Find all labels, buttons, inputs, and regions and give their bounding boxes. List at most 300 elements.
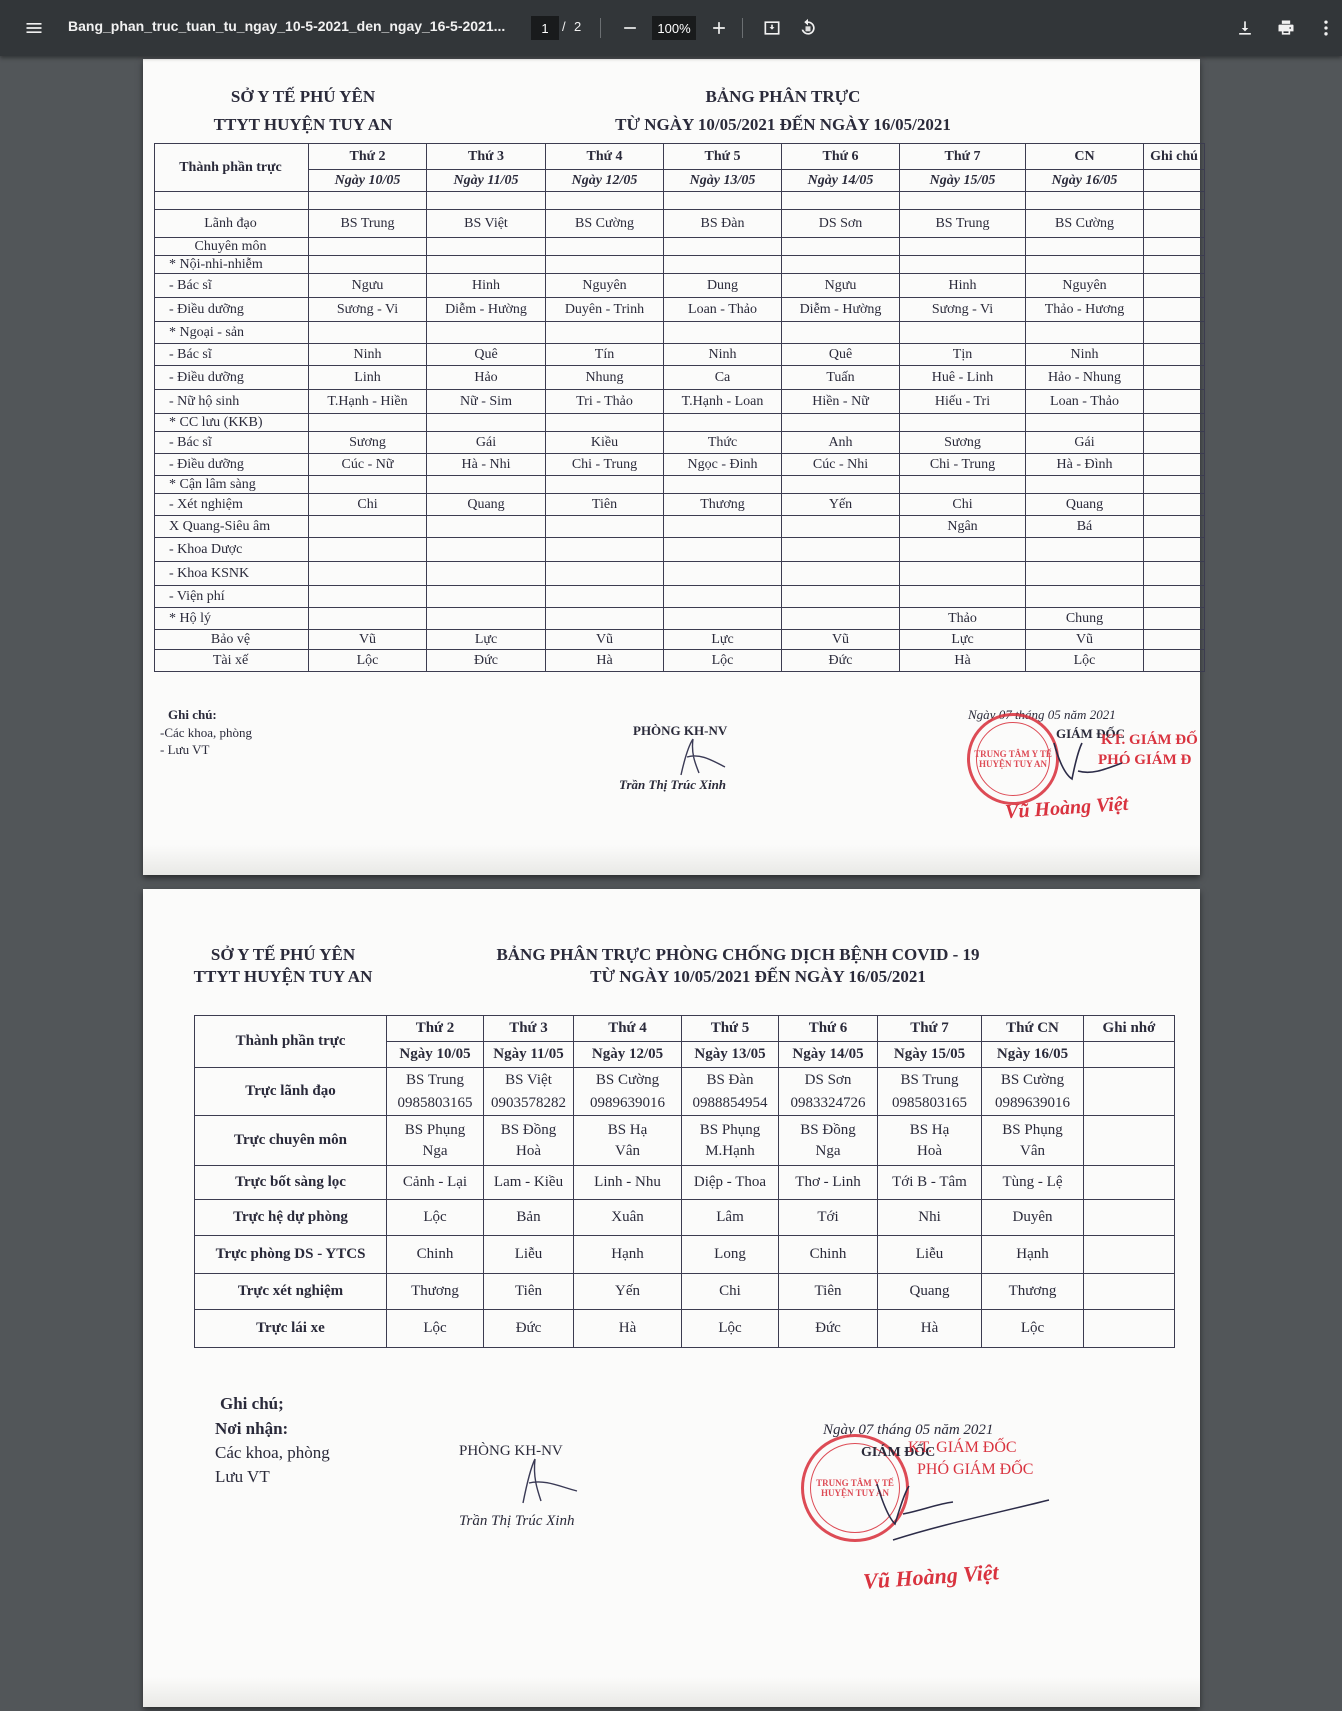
table-cell <box>900 322 1026 344</box>
note-cell <box>1144 390 1205 414</box>
page-number-input[interactable]: 1 <box>531 16 559 40</box>
table-cell <box>782 538 900 562</box>
receiver-line-2: Lưu VT <box>215 1467 270 1486</box>
table-cell: Huê - Linh <box>900 366 1026 390</box>
table-cell: Đức <box>779 1310 878 1348</box>
date-header: Ngày 14/05 <box>779 1042 878 1068</box>
row-label: - Khoa KSNK <box>155 562 309 586</box>
table-cell <box>427 538 546 562</box>
table-cell: Hạnh <box>982 1236 1084 1274</box>
kt-director-line: KT. GIÁM ĐỐC <box>908 1439 1017 1456</box>
table-cell: Tri - Thảo <box>546 390 664 414</box>
table-cell <box>900 538 1026 562</box>
note-cell <box>1084 1200 1175 1236</box>
doctor-name: BS Đồng <box>500 1121 557 1138</box>
pro-cell <box>387 1116 484 1166</box>
org-line-2: TTYT HUYỆN TUY AN <box>213 115 393 134</box>
row-label: X Quang-Siêu âm <box>155 516 309 538</box>
notes-title: Ghi chú: <box>168 707 217 722</box>
table-cell: Tới <box>779 1200 878 1236</box>
table-row <box>195 1200 1175 1236</box>
menu-icon[interactable] <box>16 10 52 46</box>
day-header: Thứ 3 <box>484 1016 574 1042</box>
table-cell: Liễu <box>878 1236 982 1274</box>
table-cell <box>546 538 664 562</box>
pro-cell <box>682 1116 779 1166</box>
leader-cell <box>878 1068 982 1116</box>
table-cell: T.Hạnh - Hiền <box>309 390 427 414</box>
table-row <box>155 650 1205 672</box>
table-cell <box>664 586 782 608</box>
day-header: Thứ 5 <box>664 144 782 170</box>
note-cell <box>1144 344 1205 366</box>
date-header: Ngày 13/05 <box>664 170 782 192</box>
table-row <box>155 366 1205 390</box>
table-cell: T.Hạnh - Loan <box>664 390 782 414</box>
partner-name: Vân <box>615 1142 640 1159</box>
row-label: - Điều dưỡng <box>155 454 309 476</box>
table-cell: Lực <box>900 630 1026 650</box>
day-header: Thứ 2 <box>309 144 427 170</box>
table-row <box>155 630 1205 650</box>
table-cell: Quê <box>427 344 546 366</box>
table-cell: Thảo - Hương <box>1026 298 1144 322</box>
table-cell <box>309 238 427 256</box>
table-cell <box>664 516 782 538</box>
table-row <box>155 608 1205 630</box>
note-cell <box>1144 274 1205 298</box>
table-cell <box>546 562 664 586</box>
row-label: - Bác sĩ <box>155 432 309 454</box>
toolbar-divider <box>742 18 743 38</box>
table-cell: Loan - Thảo <box>664 298 782 322</box>
table-cell <box>546 238 664 256</box>
table-cell: Lam - Kiều <box>484 1166 574 1200</box>
table-row <box>195 1274 1175 1310</box>
dept-signature <box>673 737 733 777</box>
pro-cell <box>878 1116 982 1166</box>
note-cell <box>1084 1068 1175 1116</box>
pro-cell <box>574 1116 682 1166</box>
note-cell <box>1144 650 1205 672</box>
note-column-header: Ghi nhớ <box>1084 1016 1175 1042</box>
table-cell: Duyên - Trinh <box>546 298 664 322</box>
dept-title: PHÒNG KH-NV <box>633 723 728 738</box>
table-cell: Ninh <box>309 344 427 366</box>
note-cell <box>1084 1236 1175 1274</box>
table-cell <box>309 562 427 586</box>
duty-schedule-table <box>154 143 1205 672</box>
note-cell <box>1144 586 1205 608</box>
table-cell <box>427 586 546 608</box>
date-header: Ngày 15/05 <box>900 170 1026 192</box>
table-row <box>155 298 1205 322</box>
partner-name: Hoà <box>516 1142 541 1159</box>
row-label: * CC lưu (KKB) <box>155 414 309 432</box>
table-cell: Tuấn <box>782 366 900 390</box>
table-cell: Chi - Trung <box>900 454 1026 476</box>
director-signer: Vũ Hoàng Việt <box>862 1559 1000 1594</box>
table-cell <box>309 538 427 562</box>
document-title: Bang_phan_truc_tuan_tu_ngay_10-5-2021_den_ngay_16-5-2021... <box>68 18 506 34</box>
date-header: Ngày 14/05 <box>782 170 900 192</box>
page-total: 2 <box>574 19 582 34</box>
pdf-page-2 <box>143 889 1200 1707</box>
table-cell: Gái <box>1026 432 1144 454</box>
zoom-input[interactable]: 100% <box>652 16 696 40</box>
dept-signer: Trần Thị Trúc Xinh <box>619 777 727 792</box>
table-cell: Thương <box>982 1274 1084 1310</box>
corner-header: Thành phần trực <box>195 1016 387 1068</box>
row-label: Trực hệ dự phòng <box>195 1200 387 1236</box>
table-cell <box>427 562 546 586</box>
doctor-name: BS Hạ <box>909 1121 950 1138</box>
document-title-line-2: TỪ NGÀY 10/05/2021 ĐẾN NGÀY 16/05/2021 <box>590 967 926 986</box>
table-cell: Kiều <box>546 432 664 454</box>
header-row <box>195 1016 1175 1042</box>
table-cell <box>664 238 782 256</box>
note-cell <box>1144 516 1205 538</box>
leader-name: BS Đàn <box>706 1071 754 1088</box>
document-title-line-2: TỪ NGÀY 10/05/2021 ĐẾN NGÀY 16/05/2021 <box>615 115 951 134</box>
table-cell: Ngưu <box>782 274 900 298</box>
empty-cell <box>900 192 1026 210</box>
table-row <box>155 586 1205 608</box>
table-cell: Nhung <box>546 366 664 390</box>
table-cell: Thương <box>664 494 782 516</box>
table-cell: Hà <box>546 650 664 672</box>
day-header: Thứ 5 <box>682 1016 779 1042</box>
table-cell <box>782 256 900 274</box>
note-cell <box>1144 476 1205 494</box>
rotate-icon[interactable] <box>790 10 826 46</box>
zoom-in-icon[interactable] <box>701 10 737 46</box>
sign-date: Ngày 07 tháng 05 năm 2021 <box>823 1422 994 1438</box>
header-row <box>155 144 1205 170</box>
leader-cell <box>484 1068 574 1116</box>
day-header: Thứ 3 <box>427 144 546 170</box>
table-cell: Sương - Vi <box>900 298 1026 322</box>
table-cell: Quang <box>878 1274 982 1310</box>
leader-name: BS Cường <box>1000 1071 1065 1088</box>
table-cell: Sương <box>309 432 427 454</box>
table-cell: Chi - Trung <box>546 454 664 476</box>
table-cell: Vũ <box>1026 630 1144 650</box>
note-cell <box>1084 1042 1175 1068</box>
row-label: - Điều dưỡng <box>155 298 309 322</box>
director-signature <box>873 1474 1053 1544</box>
note-cell <box>1144 366 1205 390</box>
stamp-text: TRUNG TÂM Y TẾ HUYỆN TUY AN <box>816 1477 894 1498</box>
table-cell: Ngọc - Đinh <box>664 454 782 476</box>
table-cell: Nguyên <box>1026 274 1144 298</box>
table-cell: Hảo <box>427 366 546 390</box>
table-cell <box>309 608 427 630</box>
note-cell <box>1144 630 1205 650</box>
partner-name: Nga <box>815 1142 841 1159</box>
date-header: Ngày 16/05 <box>982 1042 1084 1068</box>
leader-cell <box>682 1068 779 1116</box>
table-cell: Hinh <box>427 274 546 298</box>
leader-phone: 0903578282 <box>491 1094 566 1111</box>
table-cell: Lộc <box>387 1310 484 1348</box>
table-cell: Cúc - Nữ <box>309 454 427 476</box>
table-cell <box>900 586 1026 608</box>
receiver-line-1: Các khoa, phòng <box>215 1443 330 1462</box>
row-label: * Hộ lý <box>155 608 309 630</box>
day-header: Thứ 4 <box>546 144 664 170</box>
partner-name: Vân <box>1020 1142 1045 1159</box>
note-cell <box>1144 432 1205 454</box>
row-label: Lãnh đạo <box>155 210 309 238</box>
table-cell: Chi <box>682 1274 779 1310</box>
doctor-name: BS Hạ <box>607 1121 648 1138</box>
table-cell <box>1026 562 1144 586</box>
kt-director-line: KT. GIÁM ĐỐ <box>1101 732 1198 748</box>
dept-title: PHÒNG KH-NV <box>459 1443 563 1459</box>
zoom-out-icon[interactable] <box>612 10 648 46</box>
empty-cell <box>664 192 782 210</box>
director-signature <box>1048 735 1128 785</box>
table-cell: Đức <box>427 650 546 672</box>
empty-cell <box>546 192 664 210</box>
table-cell: Chi <box>309 494 427 516</box>
official-stamp <box>967 713 1059 805</box>
table-cell: Lộc <box>664 650 782 672</box>
note-cell <box>1144 494 1205 516</box>
table-row <box>155 390 1205 414</box>
leader-name: BS Trung <box>406 1071 464 1088</box>
leader-name: BS Cường <box>595 1071 660 1088</box>
table-cell: Duyên <box>982 1200 1084 1236</box>
print-icon[interactable] <box>1268 10 1304 46</box>
table-cell <box>782 238 900 256</box>
note-cell <box>1144 454 1205 476</box>
table-row <box>155 476 1205 494</box>
table-cell: Ngân <box>900 516 1026 538</box>
table-cell: BS Trung <box>309 210 427 238</box>
empty-cell <box>782 192 900 210</box>
table-cell: DS Sơn <box>782 210 900 238</box>
leader-cell <box>387 1068 484 1116</box>
table-cell: Dung <box>664 274 782 298</box>
note-column-header: Ghi chú <box>1144 144 1205 170</box>
table-cell: Nhi <box>878 1200 982 1236</box>
table-cell <box>427 516 546 538</box>
table-cell: BS Việt <box>427 210 546 238</box>
receivers-title: Nơi nhận: <box>215 1419 289 1438</box>
empty-cell <box>309 192 427 210</box>
table-cell <box>427 238 546 256</box>
table-row <box>155 210 1205 238</box>
row-label: Trực xét nghiệm <box>195 1274 387 1310</box>
table-cell <box>782 322 900 344</box>
table-cell <box>664 322 782 344</box>
table-cell <box>664 538 782 562</box>
note-cell <box>1144 322 1205 344</box>
table-cell <box>309 256 427 274</box>
table-cell: BS Cường <box>546 210 664 238</box>
table-cell: Xuân <box>574 1200 682 1236</box>
day-header: Thứ 7 <box>900 144 1026 170</box>
date-header: Ngày 16/05 <box>1026 170 1144 192</box>
table-row <box>155 344 1205 366</box>
empty-cell <box>1026 192 1144 210</box>
table-cell: Tiên <box>546 494 664 516</box>
table-cell: Yến <box>574 1274 682 1310</box>
leader-name: DS Sơn <box>804 1071 852 1088</box>
table-cell <box>664 256 782 274</box>
table-cell: Tín <box>546 344 664 366</box>
table-cell: Hiếu - Tri <box>900 390 1026 414</box>
sign-date: Ngày 07 tháng 05 năm 2021 <box>968 707 1116 722</box>
table-cell: Ngưu <box>309 274 427 298</box>
table-cell <box>664 608 782 630</box>
table-cell <box>1026 256 1144 274</box>
table-cell: Long <box>682 1236 779 1274</box>
table-cell: Loan - Thảo <box>1026 390 1144 414</box>
row-label: - Bác sĩ <box>155 274 309 298</box>
row-label: Trực lái xe <box>195 1310 387 1348</box>
table-cell: Lâm <box>682 1200 779 1236</box>
table-cell: Thức <box>664 432 782 454</box>
table-cell <box>427 476 546 494</box>
page-separator: / <box>562 19 566 34</box>
table-cell <box>546 476 664 494</box>
table-row <box>195 1068 1175 1116</box>
table-cell: Lộc <box>982 1310 1084 1348</box>
table-cell: Hà <box>574 1310 682 1348</box>
partner-name: Nga <box>422 1142 448 1159</box>
document-title-line-1: BẢNG PHÂN TRỰC PHÒNG CHỐNG DỊCH BỆNH COVID - 19 <box>496 945 980 964</box>
table-cell <box>782 586 900 608</box>
table-cell <box>1026 538 1144 562</box>
table-cell <box>900 256 1026 274</box>
table-cell: BS Cường <box>1026 210 1144 238</box>
row-label: - Điều dưỡng <box>155 366 309 390</box>
partner-name: Hoà <box>917 1142 942 1159</box>
partner-name: M.Hạnh <box>705 1142 755 1159</box>
date-header: Ngày 12/05 <box>574 1042 682 1068</box>
download-icon[interactable] <box>1227 10 1263 46</box>
table-cell: Hảo - Nhung <box>1026 366 1144 390</box>
table-cell <box>309 586 427 608</box>
notes-line-2: - Lưu VT <box>160 742 210 757</box>
org-line-2: TTYT HUYỆN TUY AN <box>193 967 373 986</box>
row-label: - Xét nghiệm <box>155 494 309 516</box>
more-vert-icon[interactable] <box>1308 10 1342 46</box>
table-cell: Chinh <box>387 1236 484 1274</box>
table-cell: Thương <box>387 1274 484 1310</box>
leader-name: BS Trung <box>900 1071 959 1088</box>
vice-director-title: PHÓ GIÁM ĐỐC <box>917 1461 1034 1478</box>
dept-signer: Trần Thị Trúc Xinh <box>459 1513 575 1529</box>
table-cell: BS Trung <box>900 210 1026 238</box>
leader-phone: 0989639016 <box>590 1094 665 1111</box>
day-header: CN <box>1026 144 1144 170</box>
table-row <box>155 562 1205 586</box>
table-cell <box>427 414 546 432</box>
table-row <box>155 454 1205 476</box>
fit-page-icon[interactable] <box>754 10 790 46</box>
table-row <box>155 256 1205 274</box>
empty-cell <box>1144 192 1205 210</box>
table-cell: Nữ - Sim <box>427 390 546 414</box>
table-cell <box>782 608 900 630</box>
table-row <box>155 414 1205 432</box>
day-header: Thứ CN <box>982 1016 1084 1042</box>
table-cell <box>664 562 782 586</box>
covid-duty-table <box>194 1015 1175 1348</box>
row-label: Tài xế <box>155 650 309 672</box>
leader-name: BS Việt <box>505 1071 552 1088</box>
director-title: GIÁM ĐỐC <box>861 1445 936 1460</box>
table-cell <box>1026 322 1144 344</box>
leader-cell <box>574 1068 682 1116</box>
table-cell: Chi <box>900 494 1026 516</box>
table-cell <box>427 322 546 344</box>
table-row <box>155 274 1205 298</box>
table-row <box>155 516 1205 538</box>
table-row <box>195 1116 1175 1166</box>
row-label: - Khoa Dược <box>155 538 309 562</box>
empty-cell <box>427 192 546 210</box>
table-cell: Tiên <box>484 1274 574 1310</box>
table-cell: Anh <box>782 432 900 454</box>
table-cell <box>309 476 427 494</box>
doctor-name: BS Đồng <box>800 1121 856 1138</box>
table-cell <box>782 562 900 586</box>
date-header: Ngày 10/05 <box>387 1042 484 1068</box>
table-cell: Hiền - Nữ <box>782 390 900 414</box>
table-cell: Lộc <box>309 650 427 672</box>
corner-header: Thành phần trực <box>155 144 309 192</box>
row-label: Trực lãnh đạo <box>195 1068 387 1116</box>
table-cell <box>782 476 900 494</box>
table-cell: Yến <box>782 494 900 516</box>
table-cell: Gái <box>427 432 546 454</box>
table-cell: Thảo <box>900 608 1026 630</box>
table-cell: Hinh <box>900 274 1026 298</box>
row-label: - Bác sĩ <box>155 344 309 366</box>
date-header: Ngày 12/05 <box>546 170 664 192</box>
table-cell <box>309 322 427 344</box>
table-row <box>195 1310 1175 1348</box>
table-row <box>155 538 1205 562</box>
leader-phone: 0983324726 <box>790 1094 866 1111</box>
org-line-1: SỞ Y TẾ PHÚ YÊN <box>210 945 356 964</box>
note-cell <box>1084 1274 1175 1310</box>
org-line-1: SỞ Y TẾ PHÚ YÊN <box>230 87 376 106</box>
table-cell: Tùng - Lệ <box>982 1166 1084 1200</box>
table-cell: Thơ - Linh <box>779 1166 878 1200</box>
table-cell <box>900 476 1026 494</box>
table-cell <box>1026 476 1144 494</box>
table-cell: Vũ <box>309 630 427 650</box>
row-label: Chuyên môn <box>155 238 309 256</box>
table-cell: Hạnh <box>574 1236 682 1274</box>
table-row <box>155 238 1205 256</box>
document-title-line-1: BẢNG PHÂN TRỰC <box>705 87 861 106</box>
table-cell: Quê <box>782 344 900 366</box>
empty-cell <box>155 192 309 210</box>
row-label: Trực bốt sàng lọc <box>195 1166 387 1200</box>
table-cell <box>900 238 1026 256</box>
note-cell <box>1144 538 1205 562</box>
date-row <box>155 170 1205 192</box>
table-cell: Linh - Nhu <box>574 1166 682 1200</box>
table-cell <box>664 476 782 494</box>
